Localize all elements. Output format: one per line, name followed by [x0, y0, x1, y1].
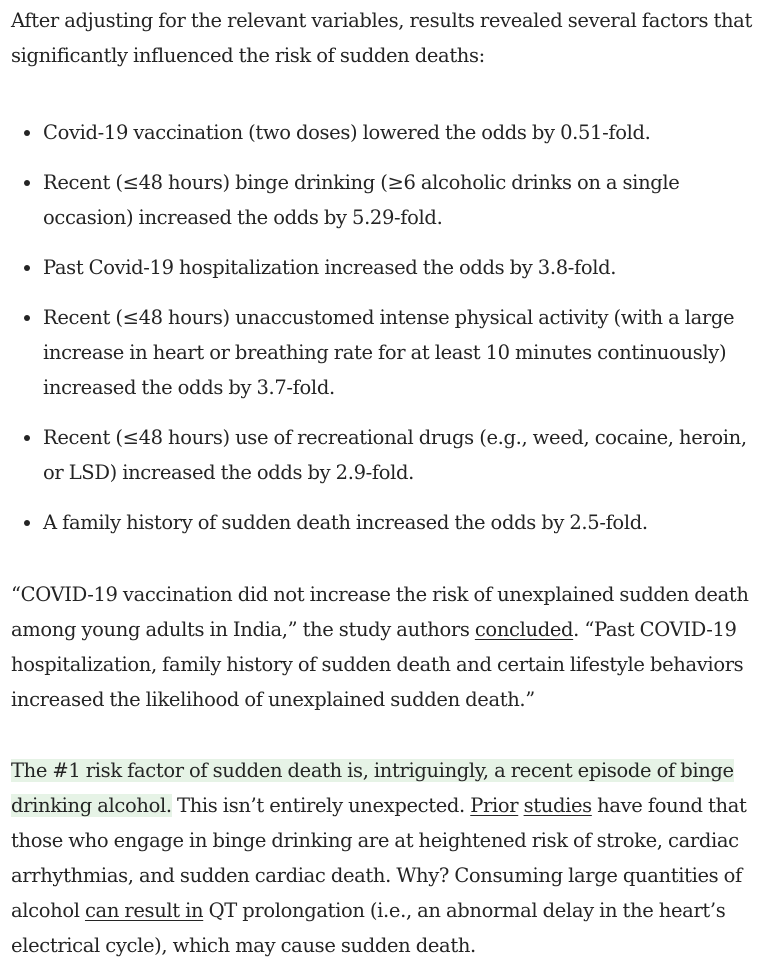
- binge-text-part3: QT prolongation (i.e., an abnormal delay in the heart’s electrical cycle), which may cause sudden death.: [11, 899, 726, 957]
- quote-text-part1: “COVID-19 vaccination did not increase the risk of unexplained sudden death among young adults in India,” the study authors: [11, 583, 749, 641]
- quote-paragraph: [11, 577, 761, 717]
- list-item: Past Covid-19 hospitalization increased the odds by 3.8-fold.: [11, 250, 761, 285]
- highlighted-text[interactable]: The #1 risk factor of sudden death is, intriguingly, a recent episode of binge drinking alcohol.: [11, 759, 734, 817]
- article-body: [11, 0, 761, 963]
- list-item: Covid-19 vaccination (two doses) lowered the odds by 0.51-fold.: [11, 115, 761, 150]
- concluded-link[interactable]: concluded: [474, 618, 574, 641]
- list-item: Recent (≤48 hours) unaccustomed intense physical activity (with a large increase in heart or breathing rate for at least 10 minutes continuously) increased the odds by 3.7-fold.: [11, 300, 761, 405]
- risk-factor-list: [11, 115, 761, 540]
- prior-link[interactable]: Prior: [470, 794, 519, 817]
- binge-paragraph: [11, 753, 761, 963]
- intro-paragraph: After adjusting for the relevant variables, results revealed several factors that significantly influenced the risk of sudden deaths:: [11, 9, 752, 67]
- binge-text-part1: This isn’t entirely unexpected.: [171, 794, 471, 817]
- list-item: Recent (≤48 hours) binge drinking (≥6 alcoholic drinks on a single occasion) increased the odds by 5.29-fold.: [11, 165, 761, 235]
- can-result-in-link[interactable]: can result in: [84, 899, 204, 922]
- quote-text-part2: . “Past COVID-19 hospitalization, family history of sudden death and certain lifestyle behaviors increased the likelihood of unexplained sudden death.”: [11, 618, 744, 711]
- binge-text-part2: have found that those who engage in binge drinking are at heightened risk of stroke, cardiac arrhythmias, and sudden cardiac death. Why? Consuming large quantities of alcohol: [11, 794, 747, 922]
- list-item: Recent (≤48 hours) use of recreational drugs (e.g., weed, cocaine, heroin, or LSD) increased the odds by 2.9-fold.: [11, 420, 761, 490]
- list-item: A family history of sudden death increased the odds by 2.5-fold.: [11, 505, 761, 540]
- studies-link[interactable]: studies: [523, 794, 592, 817]
